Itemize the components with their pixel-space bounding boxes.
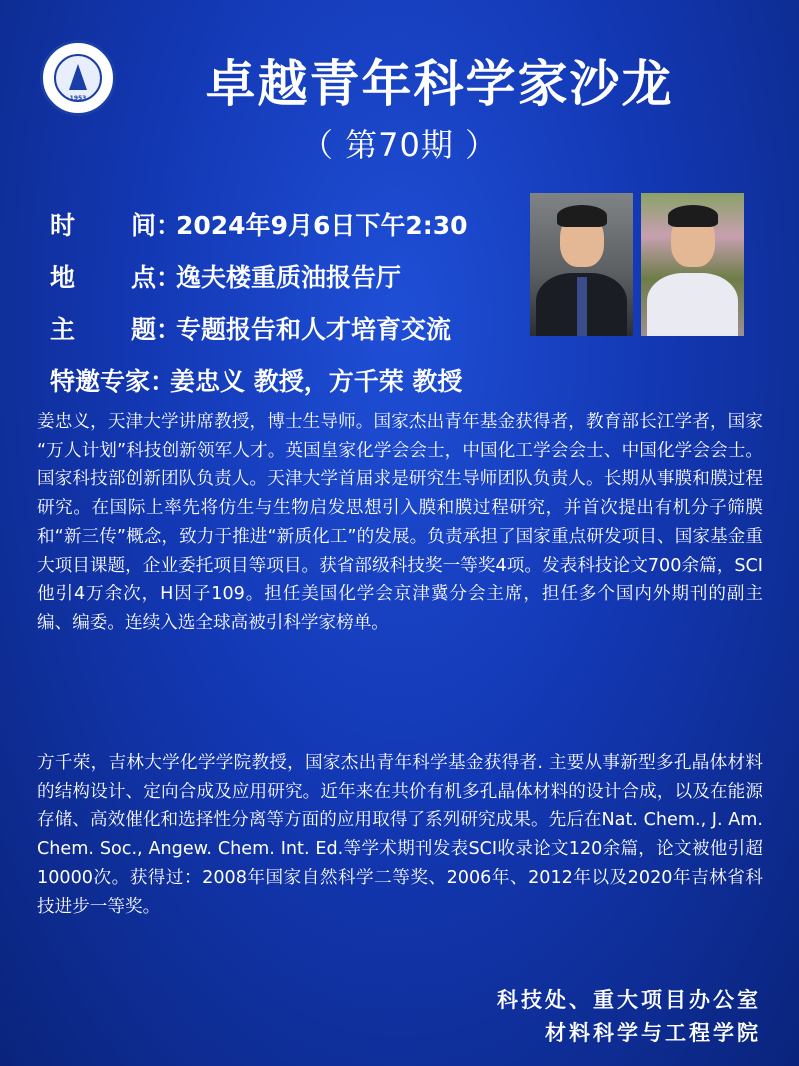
info-row-guests: 特邀专家 ： 姜忠义 教授，方千荣 教授	[50, 354, 520, 406]
info-row-location: 地 点 ： 逸夫楼重质油报告厅	[50, 250, 520, 302]
organizer-2: 材料科学与工程学院	[545, 1020, 761, 1045]
info-label: 主 题	[50, 315, 156, 344]
logo-year: 1953	[69, 95, 87, 102]
speaker-photo-2	[641, 193, 744, 336]
info-row-topic: 主 题 ： 专题报告和人才培育交流	[50, 302, 520, 354]
info-label: 时 间	[50, 211, 156, 240]
issue-number: （ 第70期 ）	[300, 126, 499, 164]
speaker-bio-1: 姜忠义，天津大学讲席教授，博士生导师。国家杰出青年基金获得者，教育部长江学者，国家 “万人计划”科技创新领军人才。英国皇家化学会会士，中国化工学会会士、中国化学会会士。国家科技部创新团队负责人。天津大学首届求是研究生导师团队负责人。长期从事膜和膜过程研究。在国际上率先将仿生与生物启发思想引入膜和膜过程研究，并首次提出有机分子筛膜和“新三传”概念，致力于推进“新质化工”的发展。负责承担了国家重点研发项目、国家基金重大项目课题，企业委托项目等项目。获省部级科技奖一等奖4项。发表科技论文700余篇，SCI他引4万余次，H因子109。担任美国化学会京津冀分会主席，担任多个国内外期刊的副主编、编委。连续入选全球高被引科学家榜单。	[37, 412, 763, 633]
speaker-photo-1	[530, 193, 633, 336]
speaker-bio-2: 方千荣，吉林大学化学学院教授，国家杰出青年科学基金获得者. 主要从事新型多孔晶体材料的结构设计、定向合成及应用研究。近年来在共价有机多孔晶体材料的设计合成，以及在能源存储、高效催化和选择性分离等方面的应用取得了系列研究成果。先后在Nat. Chem., J. Am. Chem. Soc., Angew. Chem. Int. Ed.等学术期刊发表SCI收录论文120余篇，论文被他引超10000次。获得过：2008年国家自然科学二等奖、2006年、2012年以及2020年吉林省科技进步一等奖。	[37, 753, 763, 917]
info-value-topic: 专题报告和人才培育交流	[176, 315, 452, 344]
info-row-time: 时 间 ： 2024年9月6日下午2:30	[50, 198, 520, 250]
info-value-location: 逸夫楼重质油报告厅	[176, 263, 402, 292]
event-info	[50, 198, 520, 406]
info-value-time: 2024年9月6日下午2:30	[176, 211, 468, 240]
info-label: 地 点	[50, 263, 156, 292]
page-title: 卓越青年科学家沙龙	[205, 55, 674, 113]
info-value-guests: 姜忠义 教授，方千荣 教授	[170, 367, 463, 396]
university-logo	[40, 40, 116, 116]
info-label: 特邀专家	[50, 367, 151, 396]
organizer-1: 科技处、重大项目办公室	[497, 987, 761, 1012]
organizers	[497, 983, 761, 1049]
